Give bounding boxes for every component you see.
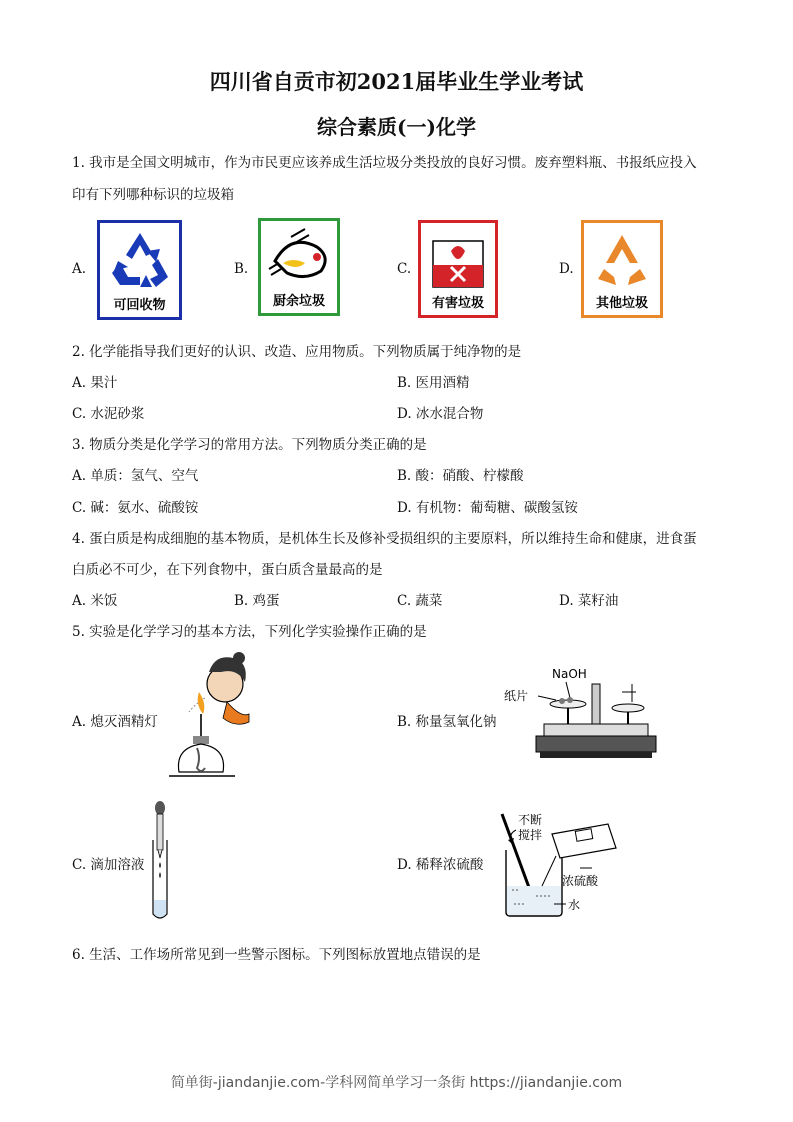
page-subtitle: 综合素质(一)化学 <box>317 115 476 139</box>
q4-stem-line1: 4. 蛋白质是构成细胞的基本物质，是机体生长及修补受损组织的主要原料，所以维持生命和健康，进食蛋 <box>72 531 697 547</box>
q5-option-d: D. 稀释浓硫酸 <box>397 857 484 873</box>
recycle-bin-icon <box>97 220 182 320</box>
hazardous-waste-bin-label: 有害垃圾 <box>431 296 484 311</box>
q1-stem-line1: 1. 我市是全国文明城市，作为市民更应该养成生活垃圾分类投放的良好习惯。废弃塑料瓶、书报纸应投入 <box>72 155 697 171</box>
blow-out-lamp-illustration <box>165 648 257 784</box>
q4-option-b: B. 鸡蛋 <box>234 593 280 609</box>
q2-option-b: B. 医用酒精 <box>397 375 470 391</box>
page-title: 四川省自贡市初2021届毕业生学业考试 <box>209 69 584 94</box>
q3-option-c: C. 碱：氨水、硫酸铵 <box>72 500 199 516</box>
q2-option-a: A. 果汁 <box>72 375 118 391</box>
q1-option-a-letter: A. <box>72 261 87 277</box>
balance-scale-illustration <box>500 664 660 764</box>
dilute-acid-illustration <box>496 810 620 922</box>
kitchen-waste-bin-icon <box>258 218 340 316</box>
q1-option-b-letter: B. <box>234 261 249 277</box>
q3-stem: 3. 物质分类是化学学习的常用方法。下列物质分类正确的是 <box>72 437 427 453</box>
q1-stem-line2: 印有下列哪种标识的垃圾箱 <box>72 187 234 203</box>
q5-option-c: C. 滴加溶液 <box>72 857 145 873</box>
q6-stem: 6. 生活、工作场所常见到一些警示图标。下列图标放置地点错误的是 <box>72 947 481 963</box>
q4-option-a: A. 米饭 <box>72 593 118 609</box>
q3-option-d: D. 有机物：葡萄糖、碳酸氢铵 <box>397 500 578 516</box>
kitchen-waste-bin-label: 厨余垃圾 <box>272 294 325 309</box>
stir-label: 不断 <box>518 813 543 827</box>
paper-label: 纸片 <box>504 689 529 703</box>
q4-option-d: D. 菜籽油 <box>559 593 619 609</box>
q2-stem: 2. 化学能指导我们更好的认识、改造、应用物质。下列物质属于纯净物的是 <box>72 344 522 360</box>
q3-option-a: A. 单质：氢气、空气 <box>72 468 199 484</box>
stir-label-2: 搅拌 <box>518 828 543 842</box>
q1-option-c-letter: C. <box>397 261 412 277</box>
other-waste-bin-icon <box>581 220 663 318</box>
q1-option-d-letter: D. <box>559 261 574 277</box>
q5-option-b: B. 称量氢氧化钠 <box>397 714 497 730</box>
hazardous-waste-bin-icon <box>418 220 498 318</box>
other-waste-bin-label: 其他垃圾 <box>595 296 648 311</box>
acid-label: 浓硫酸 <box>562 874 599 888</box>
footer-watermark: 简单街-jiandanjie.com-学科网简单学习一条街 https://jiandanjie.com <box>170 1075 623 1091</box>
naoh-label: NaOH <box>552 667 587 681</box>
q5-option-a: A. 熄灭酒精灯 <box>72 714 158 730</box>
q2-option-c: C. 水泥砂浆 <box>72 406 145 422</box>
dropper-test-tube-illustration <box>146 800 176 922</box>
q3-option-b: B. 酸：硝酸、柠檬酸 <box>397 468 524 484</box>
q5-stem: 5. 实验是化学学习的基本方法，下列化学实验操作正确的是 <box>72 624 427 640</box>
q4-option-c: C. 蔬菜 <box>397 593 443 609</box>
q4-stem-line2: 白质必不可少，在下列食物中，蛋白质含量最高的是 <box>72 562 383 578</box>
q2-option-d: D. 冰水混合物 <box>397 406 484 422</box>
recycle-bin-label: 可回收物 <box>113 298 166 313</box>
water-label: 水 <box>568 898 581 912</box>
